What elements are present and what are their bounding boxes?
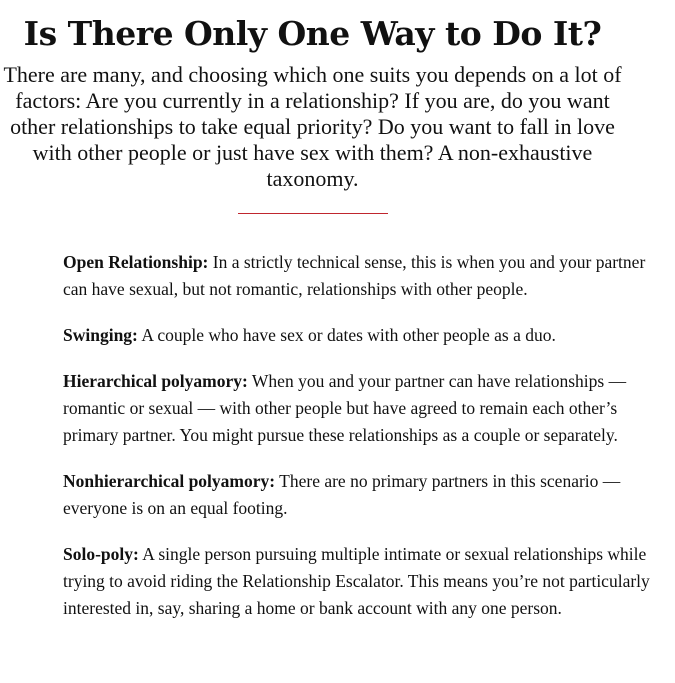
entry-solo-poly <box>63 541 663 622</box>
entry-open-relationship <box>63 249 663 303</box>
entry-term: Swinging: <box>63 325 138 345</box>
entry-term: Nonhierarchical polyamory: <box>63 471 276 491</box>
headline: Is There Only One Way to Do It? <box>23 14 602 53</box>
entry-definition: A single person pursuing multiple intimate or sexual relationships while trying to avoid riding the Relationship Escalator. This means you’re not particularly interested in, say, sharing a home or bank account with any one person. <box>63 544 650 618</box>
taxonomy-list <box>63 249 663 641</box>
dek: There are many, and choosing which one suits you depends on a lot of factors: Are you currently in a relationship? If you are, do you want other relationships to take equal priority? Do you want to fall in love with other people or just have sex with them? A non-exhaustive taxonomy. <box>3 62 622 191</box>
entry-hierarchical-polyamory <box>63 368 663 449</box>
section-divider <box>238 213 388 214</box>
entry-definition: When you and your partner can have relationships — romantic or sexual — with other people but have agreed to remain each other’s primary partner. You might pursue these relationships as a couple or separately. <box>63 371 627 445</box>
entry-term: Open Relationship: <box>63 252 209 272</box>
entry-nonhierarchical-polyamory <box>63 468 663 522</box>
entry-term: Hierarchical polyamory: <box>63 371 248 391</box>
entry-definition: There are no primary partners in this scenario — everyone is on an equal footing. <box>63 471 621 518</box>
entry-term: Solo-poly: <box>63 544 139 564</box>
entry-definition: A couple who have sex or dates with other people as a duo. <box>141 325 556 345</box>
entry-definition: In a strictly technical sense, this is when you and your partner can have sexual, but not romantic, relationships with other people. <box>63 252 646 299</box>
entry-swinging <box>63 322 663 349</box>
